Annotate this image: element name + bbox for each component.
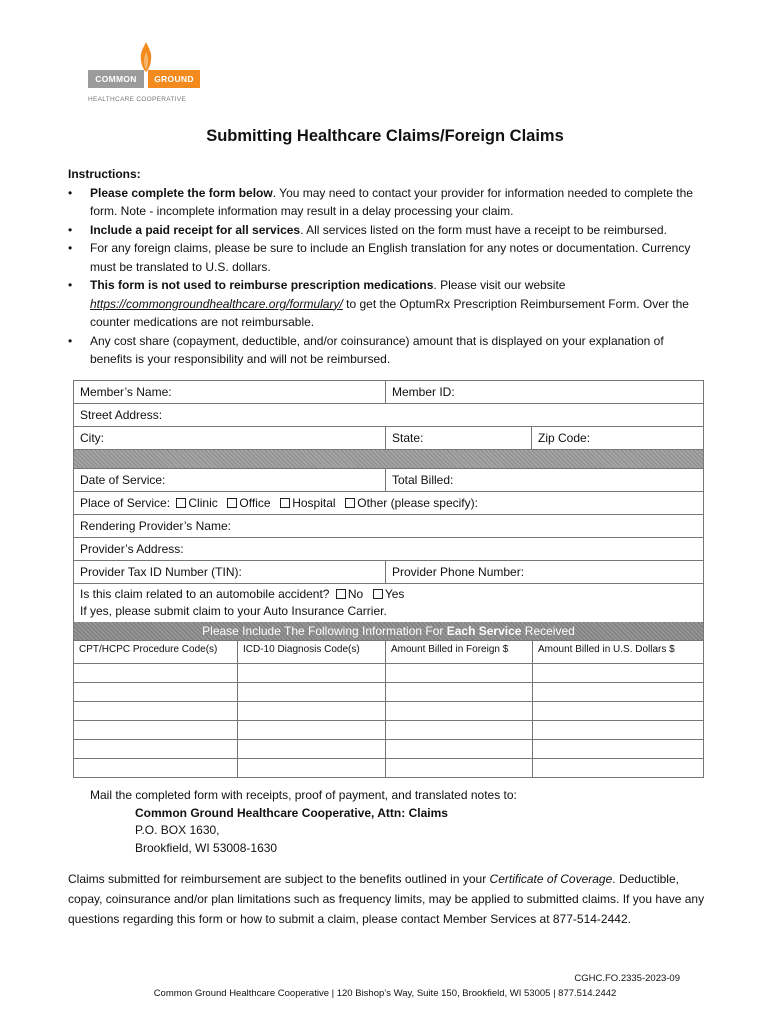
col-icd10: ICD-10 Diagnosis Code(s)	[237, 641, 385, 663]
closing-text: . Deductible, copay, coinsurance and/or plan limitations such as frequency limits, may be applied to submitted claims. If you have any questions regarding this form or how to submit a claim, please contact Member Services at 877-514-2442.	[68, 872, 705, 926]
instructions	[68, 165, 708, 369]
col-cpt: CPT/HCPC Procedure Code(s)	[79, 644, 218, 655]
mail-po-box: P.O. BOX 1630,	[135, 823, 220, 837]
form-code: CGHC.FO.2335-2023-09	[574, 973, 680, 984]
table-row	[74, 701, 703, 720]
foreign-amount-cell[interactable]	[385, 664, 532, 682]
provider-phone-field[interactable]: Provider Phone Number:	[385, 561, 703, 583]
instruction-bold: This form is not used to reimburse prescription medications	[90, 278, 434, 292]
logo-word-ground: GROUND	[148, 70, 200, 88]
flame-icon	[138, 42, 154, 72]
usd-amount-cell[interactable]	[532, 683, 703, 701]
other-label: Other (please specify):	[357, 496, 478, 510]
page-title: Submitting Healthcare Claims/Foreign Claims	[206, 127, 564, 145]
usd-amount-cell[interactable]	[532, 664, 703, 682]
table-row	[74, 682, 703, 701]
instruction-item	[68, 221, 708, 240]
col-foreign-amount: Amount Billed in Foreign $	[385, 641, 532, 663]
auto-yes-label: Yes	[384, 587, 405, 601]
bullet-icon: •	[68, 278, 73, 292]
clinic-checkbox[interactable]	[176, 498, 186, 508]
certificate-of-coverage: Certificate of Coverage	[489, 872, 613, 886]
cpt-cell[interactable]	[74, 740, 237, 758]
icd10-cell[interactable]	[237, 664, 385, 682]
col-usd-amount: Amount Billed in U.S. Dollars $	[532, 641, 703, 663]
instruction-text: . Please visit our website	[433, 278, 566, 292]
foreign-amount-cell[interactable]	[385, 740, 532, 758]
street-address-field[interactable]: Street Address:	[80, 408, 163, 422]
instructions-heading: Instructions:	[68, 167, 141, 181]
foreign-amount-cell[interactable]	[385, 702, 532, 720]
auto-yes-checkbox[interactable]	[373, 589, 383, 599]
cpt-cell[interactable]	[74, 683, 237, 701]
cpt-cell[interactable]	[74, 721, 237, 739]
claim-form	[73, 380, 704, 778]
zip-code-field[interactable]: Zip Code:	[531, 427, 703, 449]
instruction-text: . All services listed on the form must have a receipt to be reimbursed.	[300, 222, 667, 237]
table-row	[74, 663, 703, 682]
formulary-link[interactable]: https://commongroundhealthcare.org/formulary/	[90, 296, 343, 311]
instruction-text: to get the OptumRx Prescription Reimbursement Form. Over the counter medications are not reimbursable.	[90, 296, 689, 329]
foreign-amount-cell[interactable]	[385, 721, 532, 739]
logo-subtitle: HEALTHCARE COOPERATIVE	[88, 96, 187, 103]
band-text: Received	[521, 624, 575, 638]
logo-word-common: COMMON	[88, 70, 144, 88]
date-of-service-field[interactable]: Date of Service:	[80, 473, 166, 487]
instruction-bold: Include a paid receipt for all services	[90, 222, 301, 237]
icd10-cell[interactable]	[237, 721, 385, 739]
mail-intro: Mail the completed form with receipts, proof of payment, and translated notes to:	[90, 788, 517, 802]
total-billed-field[interactable]: Total Billed:	[385, 469, 703, 491]
mailing-instructions	[90, 787, 517, 857]
closing-text: Claims submitted for reimbursement are subject to the benefits outlined in your	[68, 872, 490, 886]
band-text: Please Include The Following Information For	[202, 624, 447, 638]
instruction-text: Any cost share (copayment, deductible, and/or coinsurance) amount that is displayed on your explanation of benefits is your responsibility and will not be reimbursed.	[90, 333, 664, 366]
icd10-cell[interactable]	[237, 683, 385, 701]
rendering-provider-field[interactable]: Rendering Provider’s Name:	[80, 519, 231, 533]
instruction-text: For any foreign claims, please be sure to include an English translation for any notes or documentation. Currency must be translated to U.S. dollars.	[90, 241, 691, 274]
auto-accident-note: If yes, please submit claim to your Auto Insurance Carrier.	[80, 604, 387, 618]
member-name-field[interactable]: Member’s Name:	[80, 385, 172, 399]
auto-accident-question	[74, 584, 703, 622]
cpt-cell[interactable]	[74, 759, 237, 777]
icd10-cell[interactable]	[237, 759, 385, 777]
instruction-text: . You may need to contact your provider for information needed to complete the form. Note - incomplete information may result in a delay processing your claim.	[90, 185, 693, 218]
instruction-bold: Please complete the form below	[90, 185, 273, 200]
usd-amount-cell[interactable]	[532, 759, 703, 777]
office-checkbox[interactable]	[227, 498, 237, 508]
instruction-item	[68, 184, 708, 221]
closing-paragraph	[68, 869, 708, 929]
bullet-icon: •	[68, 241, 73, 255]
city-field[interactable]: City:	[80, 431, 104, 445]
place-of-service-label: Place of Service:	[80, 496, 171, 510]
provider-address-field[interactable]: Provider’s Address:	[80, 542, 184, 556]
band-bold: Each Service	[446, 624, 522, 638]
instruction-item	[68, 276, 708, 332]
services-header-row	[74, 640, 703, 663]
member-id-field[interactable]: Member ID:	[385, 381, 703, 403]
bullet-icon: •	[68, 222, 73, 237]
bullet-icon: •	[68, 333, 73, 348]
cpt-cell[interactable]	[74, 664, 237, 682]
table-row	[74, 720, 703, 739]
icd10-cell[interactable]	[237, 702, 385, 720]
clinic-label: Clinic	[188, 496, 218, 510]
auto-accident-label: Is this claim related to an automobile accident?	[80, 587, 330, 601]
instruction-item	[68, 239, 708, 276]
office-label: Office	[239, 496, 271, 510]
hospital-label: Hospital	[292, 496, 336, 510]
foreign-amount-cell[interactable]	[385, 759, 532, 777]
mail-city: Brookfield, WI 53008-1630	[135, 840, 278, 855]
usd-amount-cell[interactable]	[532, 740, 703, 758]
company-logo	[88, 42, 206, 112]
cpt-cell[interactable]	[74, 702, 237, 720]
bullet-icon: •	[68, 185, 73, 200]
state-field[interactable]: State:	[385, 427, 531, 449]
divider-band	[74, 449, 703, 468]
page-footer: Common Ground Healthcare Cooperative | 120 Bishop’s Way, Suite 150, Brookfield, WI 53005 | 877.514.2442	[153, 988, 617, 999]
usd-amount-cell[interactable]	[532, 702, 703, 720]
auto-no-checkbox[interactable]	[336, 589, 346, 599]
table-row	[74, 758, 703, 777]
usd-amount-cell[interactable]	[532, 721, 703, 739]
auto-no-label: No	[347, 587, 364, 601]
foreign-amount-cell[interactable]	[385, 683, 532, 701]
provider-tin-field[interactable]: Provider Tax ID Number (TIN):	[80, 565, 242, 579]
place-of-service	[74, 492, 703, 514]
mail-recipient: Common Ground Healthcare Cooperative, Attn: Claims	[135, 805, 448, 820]
instruction-item	[68, 332, 708, 369]
table-row	[74, 739, 703, 758]
icd10-cell[interactable]	[237, 740, 385, 758]
other-checkbox[interactable]	[345, 498, 355, 508]
hospital-checkbox[interactable]	[280, 498, 290, 508]
services-band	[74, 622, 703, 640]
